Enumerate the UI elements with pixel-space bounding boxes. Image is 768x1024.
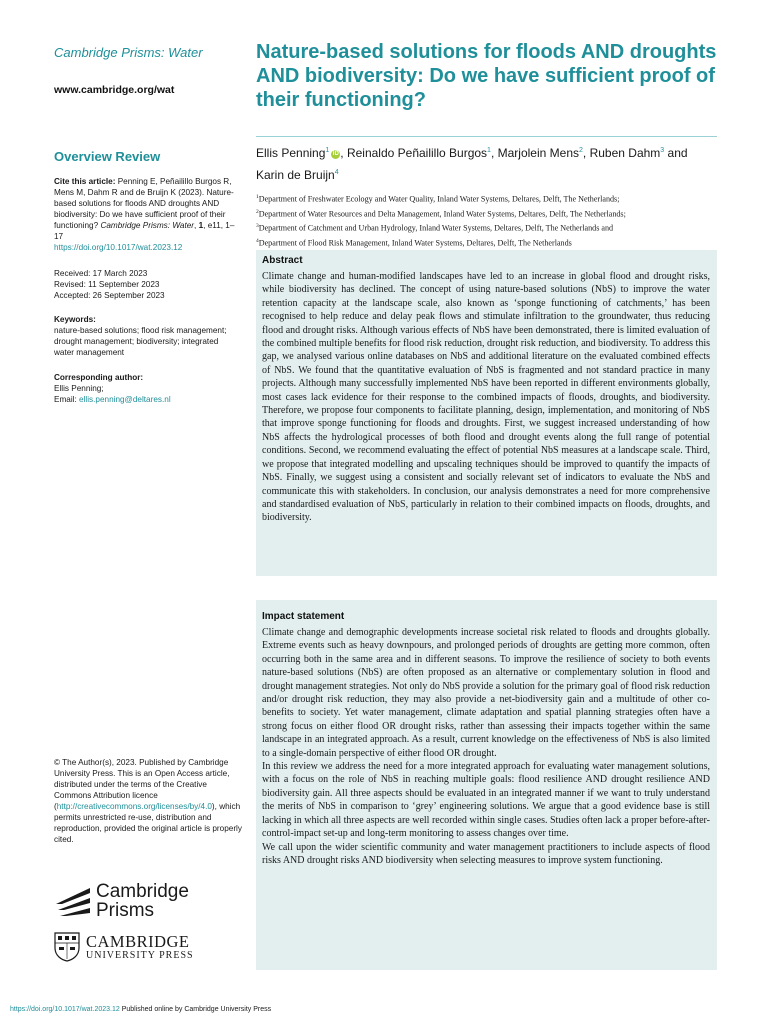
license-block [54,757,242,845]
page-footer [10,1006,271,1013]
affiliation-number: 1 [256,194,259,200]
accepted-date: Accepted: 26 September 2023 [54,291,165,300]
cambridge-university-press-logo [54,932,242,964]
footer-text: Published online by Cambridge University Press [119,1006,272,1013]
affiliation-item [256,235,718,250]
abstract-heading: Abstract [262,255,303,266]
license-link[interactable]: http://creativecommons.org/licenses/by/4.0 [56,802,212,811]
author-affiliation-number: 1 [325,147,330,154]
affiliation-item [256,191,718,206]
cite-volume: 1 [198,221,204,230]
cup-wordmark-line2: UNIVERSITY PRESS [86,950,194,961]
keywords-label: Keywords: [54,315,96,324]
affiliation-text: Department of Flood Risk Management, Inland Water Systems, Deltares, Delft, The Netherlands [258,238,572,248]
cup-wordmark-line1: CAMBRIDGE [86,932,190,951]
impact-paragraph-2: In this review we address the need for a more integrated approach for evaluating water management solutions, with a focus on the role of NbS in reaching multiple goals: flood resilience AND drought resilience AND biodiversity gain. All three aspects should be evaluated in an integrated manner if we want to truly understand the merits of NbS in comparison to ‘grey’ engineering solutions. We argue that a good evidence base is still lacking in which all three aspects are well recorded within single cases. Studies often lack a proper before-after-control-impact set-up and long-term monitoring to assess changes over time. [262,761,710,840]
prisms-mark-icon [54,886,92,920]
prisms-wordmark-line2: Prisms [96,900,155,921]
affiliation-number: 3 [256,223,259,230]
affiliation-item [256,206,718,221]
abstract-text: Climate change and human-modified landscapes have led to an increase in global flood and drought risks, while biodiversity has declined. The concept of using nature-based solutions (NbS) to improve the water retention capacity at the landscape scale, also known as ‘sponge functioning of catchments,’ has been recognised to help reduce and delay peak flows and stimulate infiltration to the groundwater, thus reducing flood and drought risks. Although various effects of NbS have been demonstrated, there is limited evaluation of the combined multiple benefits for flood risk reduction, drought risk reduction, and biodiversity. To address this gap, we analysed various online databases on NbS and additional literature on the evaluated combined effects of NbS. We found that the quantitative evaluation of NbS is fragmented and not standard practice in many projects. Although many successfully implemented NbS have been reported in different environments globally, most cases lack evidence for their response to the combined impacts of floods, droughts, and biodiversity. Therefore, we propose four components to facilitate planning, design, implementation, and monitoring of NbS that improve sponge functioning for floods and droughts. First, we suggest increased understanding of how NbS affects the hydrological processes of both flood and drought events along the full range of potential conditions. Second, we recommend evaluating the effect of potential NbS measures at a landscape scale. Third, we propose that integrated modelling and upscaling techniques should be improved to quantify the impacts of NbS. Finally, we suggest using a consistent and socially relevant set of indicators to evaluate the NbS and communicate this with stakeholders. In conclusion, our analysis demonstrates a need for more comprehensive and standardised evaluation of NbS, particularly in relation to their combined impacts on floods, droughts, and biodiversity. [262,271,710,524]
author-name[interactable]: Karin de Bruijn [256,168,335,182]
affiliation-item [256,220,718,235]
orcid-icon[interactable]: iD [332,151,339,157]
affiliation-text: Department of Freshwater Ecology and Water Quality, Inland Water Systems, Deltares, Delft, The Netherlands; [258,194,620,204]
author-separator: , [490,146,498,160]
prisms-wordmark [96,882,189,920]
author-list [256,141,718,185]
article-title: Nature-based solutions for floods AND droughts AND biodiversity: Do we have sufficient proof of their functioning? [256,41,717,111]
affiliations [256,191,718,250]
dates-block [54,268,240,301]
citation-block [54,176,240,253]
cambridge-prisms-logo [54,882,242,922]
author-separator: , [582,146,590,160]
impact-heading: Impact statement [262,611,345,622]
impact-paragraph-1: Climate change and demographic developments increase societal risk related to floods and droughts globally. Extreme events such as heavy downpours, and prolonged periods of droughts are getting more common, often occurring both in the same area and in different seasons. To improve the resilience of society to both events nature-based solutions (NbS) are often proposed as an alternative or complementary solution in flood and drought management strategies. Not only do NbS provide a solution for the primary goal of flood risk reduction and/or drought risk reduction, they may also provide a net-biodiversity gain and a multitude of other co-benefits to society. Yet water management, climate adaptation and spatial planning strategies often have a strong focus on either flood OR drought risks, rather than assessing their impacts together within the same landscape in an integrated approach. As a result, current knowledge on the effectiveness of NbS is also limited to a single-domain perspective of either flood OR drought. [262,627,710,759]
author-affiliation-number: 4 [334,169,339,176]
email-label: Email: [54,395,80,404]
author-name[interactable]: Ruben Dahm [589,146,661,160]
received-date: Received: 17 March 2023 [54,269,148,278]
cup-crest-icon [54,932,80,962]
prisms-wordmark-line1: Cambridge [96,881,189,902]
journal-url[interactable]: www.cambridge.org/wat [54,84,175,96]
author-affiliation-number: 2 [579,147,583,154]
corresp-label: Corresponding author: [54,373,144,382]
affiliation-text: Department of Catchment and Urban Hydrology, Inland Water Systems, Deltares, Delft, The Netherlands and [258,224,614,234]
cite-doi-link[interactable]: https://doi.org/10.1017/wat.2023.12 [54,243,183,252]
keywords-text: nature-based solutions; flood risk management; drought management; biodiversity; integrated water management [54,326,227,357]
author-affiliation-number: 3 [660,147,665,154]
abstract-box [256,250,717,576]
affiliation-number: 4 [256,238,259,245]
license-text-a: © The Author(s), 2023. Published by Cambridge University Press. This is an Open Access article, distributed under the terms of the Creative Commons Attribution licence ( [54,758,230,811]
title-divider [256,136,717,137]
journal-name: Cambridge Prisms: Water [54,45,203,60]
cite-text: Penning E, Peñailillo Burgos R, Mens M, Dahm R and de Bruijn K (2023). Nature-based solutions for floods AND droughts AND biodiversity: Do we have sufficient proof of their functioning? [54,177,234,230]
footer-doi-link[interactable]: https://doi.org/10.1017/wat.2023.12 [10,1006,120,1013]
affiliation-number: 2 [256,208,259,215]
cite-pages: , e11, 1–17 [54,221,235,241]
impact-statement-box [256,600,717,970]
impact-paragraph-3: We call upon the wider scientific community and water management practitioners to include aspects of flood risks AND drought risks AND biodiversity when selecting measures to improve system functioning. [262,841,710,866]
corresp-name: Ellis Penning; [54,384,104,393]
author-separator: , [340,146,347,160]
affiliation-text: Department of Water Resources and Delta Management, Inland Water Systems, Deltares, Delft, The Netherlands; [258,209,626,219]
author-name[interactable]: Reinaldo Peñailillo Burgos [346,146,488,160]
cite-sep: , [194,221,199,230]
corresponding-author-block [54,372,240,405]
author-name[interactable]: Ellis Penning [256,146,326,160]
keywords-block [54,314,240,358]
email-link[interactable]: ellis.penning@deltares.nl [79,395,171,404]
article-type: Overview Review [54,149,161,164]
license-text-b: ), which permits unrestricted re-use, distribution and reproduction, provided the original article is properly cited. [54,802,242,844]
author-affiliation-number: 1 [487,147,491,154]
author-separator: and [664,146,688,160]
author-name[interactable]: Marjolein Mens [497,146,579,160]
cite-label: Cite this article: [54,177,116,186]
revised-date: Revised: 11 September 2023 [54,280,160,289]
cite-journal: Cambridge Prisms: Water [100,221,195,230]
